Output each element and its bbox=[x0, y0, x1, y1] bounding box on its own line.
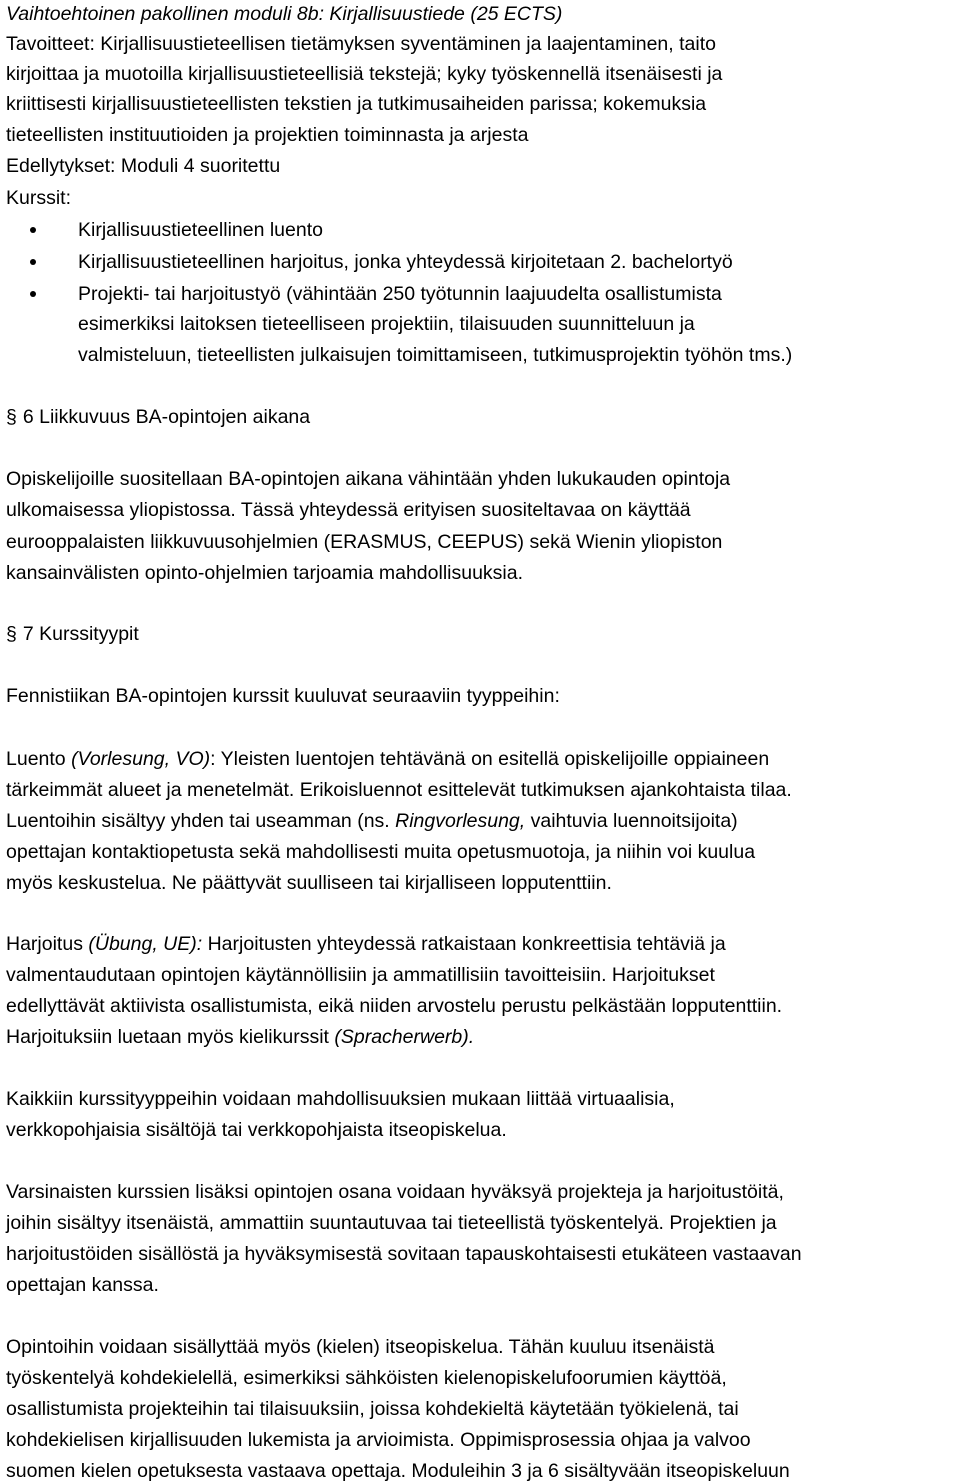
section-7-heading bbox=[6, 622, 139, 646]
goals-line: kriittisesti kirjallisuustieteellisten tekstien ja tutkimusaiheiden parissa; kokemuksia bbox=[6, 93, 707, 115]
paragraph-line: työskentelyä kohdekielellä, esimerkiksi sähköisten kielenopiskelufoorumien käyttöä, bbox=[6, 1367, 727, 1389]
paragraph-line: joihin sisältyy itsenäistä, ammattiin suuntautuvaa tai tieteellistä työskentelyä. Projektien ja bbox=[6, 1212, 777, 1234]
text-run: Harjoituksiin luetaan myös kielikurssit bbox=[6, 1026, 335, 1048]
italic-term: (Übung, UE): bbox=[88, 933, 203, 955]
italic-term: (Vorlesung, VO) bbox=[71, 748, 211, 770]
course-item-continuation: esimerkiksi laitoksen tieteelliseen projektiin, tilaisuuden suunnitteluun ja bbox=[78, 313, 695, 335]
paragraph-line: osallistumista projekteihin tai tilaisuuksiin, joissa kohdekieltä käytetään työkielenä, tai bbox=[6, 1398, 739, 1420]
paragraph-line: Opiskelijoille suositellaan BA-opintojen aikana vähintään yhden lukukauden opintoja bbox=[6, 468, 731, 490]
paragraph-line: opettajan kontaktiopetusta sekä mahdollisesti muita opetusmuotoja, ja niihin voi kuulua bbox=[6, 841, 756, 863]
paragraph-line: edellyttävät aktiivista osallistumista, eikä niiden arvostelu perustu pelkästään lopputenttiin. bbox=[6, 995, 783, 1017]
paragraph-line: Fennistiikan BA-opintojen kurssit kuuluvat seuraaviin tyyppeihin: bbox=[6, 685, 560, 707]
paragraph-line bbox=[6, 809, 738, 833]
text-run: Harjoitusten yhteydessä ratkaistaan konkreettisia tehtäviä ja bbox=[202, 933, 726, 955]
paragraph-line: opettajan kanssa. bbox=[6, 1274, 159, 1296]
paragraph-line: kansainvälisten opinto-ohjelmien tarjoamia mahdollisuuksia. bbox=[6, 562, 524, 584]
paragraph-line: Opintoihin voidaan sisällyttää myös (kielen) itseopiskelua. Tähän kuuluu itsenäistä bbox=[6, 1336, 715, 1358]
course-item: Kirjallisuustieteellinen luento bbox=[78, 219, 323, 241]
section-6-heading bbox=[6, 405, 310, 429]
course-item: Kirjallisuustieteellinen harjoitus, jonka yhteydessä kirjoitetaan 2. bachelortyö bbox=[78, 251, 733, 273]
paragraph-line bbox=[6, 932, 726, 956]
course-item-continuation: valmisteluun, tieteellisten julkaisujen toimittamiseen, tutkimusprojektin työhön tms.) bbox=[78, 344, 793, 366]
paragraph-line bbox=[6, 747, 769, 771]
section-7-title: 7 Kurssityypit bbox=[22, 623, 139, 645]
section-mark: § bbox=[6, 406, 17, 428]
bullet-icon bbox=[30, 259, 36, 265]
paragraph-line: valmentaudutaan opintojen käytännöllisiin ja ammatillisiin tavoitteisiin. Harjoitukset bbox=[6, 964, 715, 986]
paragraph-line: myös keskustelua. Ne päättyvät suulliseen tai kirjalliseen lopputenttiin. bbox=[6, 872, 612, 894]
text-run: Luentoihin sisältyy yhden tai useamman (ns. bbox=[6, 810, 396, 832]
paragraph-line bbox=[6, 1025, 474, 1049]
italic-term: (Spracherwerb). bbox=[334, 1026, 475, 1048]
text-run: Luento bbox=[6, 748, 72, 770]
paragraph-line: kohdekielisen kirjallisuuden lukemista ja arvioimista. Oppimisprosessia ohjaa ja valvoo bbox=[6, 1429, 751, 1451]
paragraph-line: verkkopohjaisia sisältöjä tai verkkopohjaista itseopiskelua. bbox=[6, 1119, 507, 1141]
bullet-icon bbox=[30, 291, 36, 297]
courses-label: Kurssit: bbox=[6, 187, 72, 209]
paragraph-line: harjoitustöiden sisällöstä ja hyväksymisestä sovitaan tapauskohtaisesti etukäteen vastaavan bbox=[6, 1243, 802, 1265]
prerequisites: Edellytykset: Moduli 4 suoritettu bbox=[6, 155, 281, 177]
paragraph-line: Kaikkiin kurssityyppeihin voidaan mahdollisuuksien mukaan liittää virtuaalisia, bbox=[6, 1088, 675, 1110]
bullet-icon bbox=[30, 227, 36, 233]
paragraph-line: eurooppalaisten liikkuvuusohjelmien (ERASMUS, CEEPUS) sekä Wienin yliopiston bbox=[6, 531, 723, 553]
italic-term: Ringvorlesung, bbox=[395, 810, 526, 832]
goals-line: kirjoittaa ja muotoilla kirjallisuustieteellisiä tekstejä; kyky työskennellä itsenäisesti ja bbox=[6, 63, 723, 85]
goals-line: Tavoitteet: Kirjallisuustieteellisen tietämyksen syventäminen ja laajentaminen, taito bbox=[6, 33, 716, 55]
text-run: Harjoitus bbox=[6, 933, 89, 955]
paragraph-line: Varsinaisten kurssien lisäksi opintojen osana voidaan hyväksyä projekteja ja harjoitustöitä, bbox=[6, 1181, 784, 1203]
paragraph-line: suomen kielen opetuksesta vastaava opettaja. Moduleihin 3 ja 6 sisältyvään itseopiskeluun bbox=[6, 1460, 790, 1482]
text-run: vaihtuvia luennoitsijoita) bbox=[525, 810, 738, 832]
text-run: : Yleisten luentojen tehtävänä on esitellä opiskelijoille oppiaineen bbox=[210, 748, 770, 770]
paragraph-line: ulkomaisessa yliopistossa. Tässä yhteydessä erityisen suositeltavaa on käyttää bbox=[6, 499, 691, 521]
section-mark: § bbox=[6, 623, 17, 645]
paragraph-line: tärkeimmät alueet ja menetelmät. Erikoisluennot esittelevät tutkimuksen ajankohtaista tilaa. bbox=[6, 779, 792, 801]
section-6-title: 6 Liikkuvuus BA-opintojen aikana bbox=[22, 406, 311, 428]
goals-line: tieteellisten instituutioiden ja projektien toiminnasta ja arjesta bbox=[6, 124, 529, 146]
course-item: Projekti- tai harjoitustyö (vähintään 250 työtunnin laajuudelta osallistumista bbox=[78, 283, 722, 305]
module-title: Vaihtoehtoinen pakollinen moduli 8b: Kirjallisuustiede (25 ECTS) bbox=[6, 3, 563, 25]
